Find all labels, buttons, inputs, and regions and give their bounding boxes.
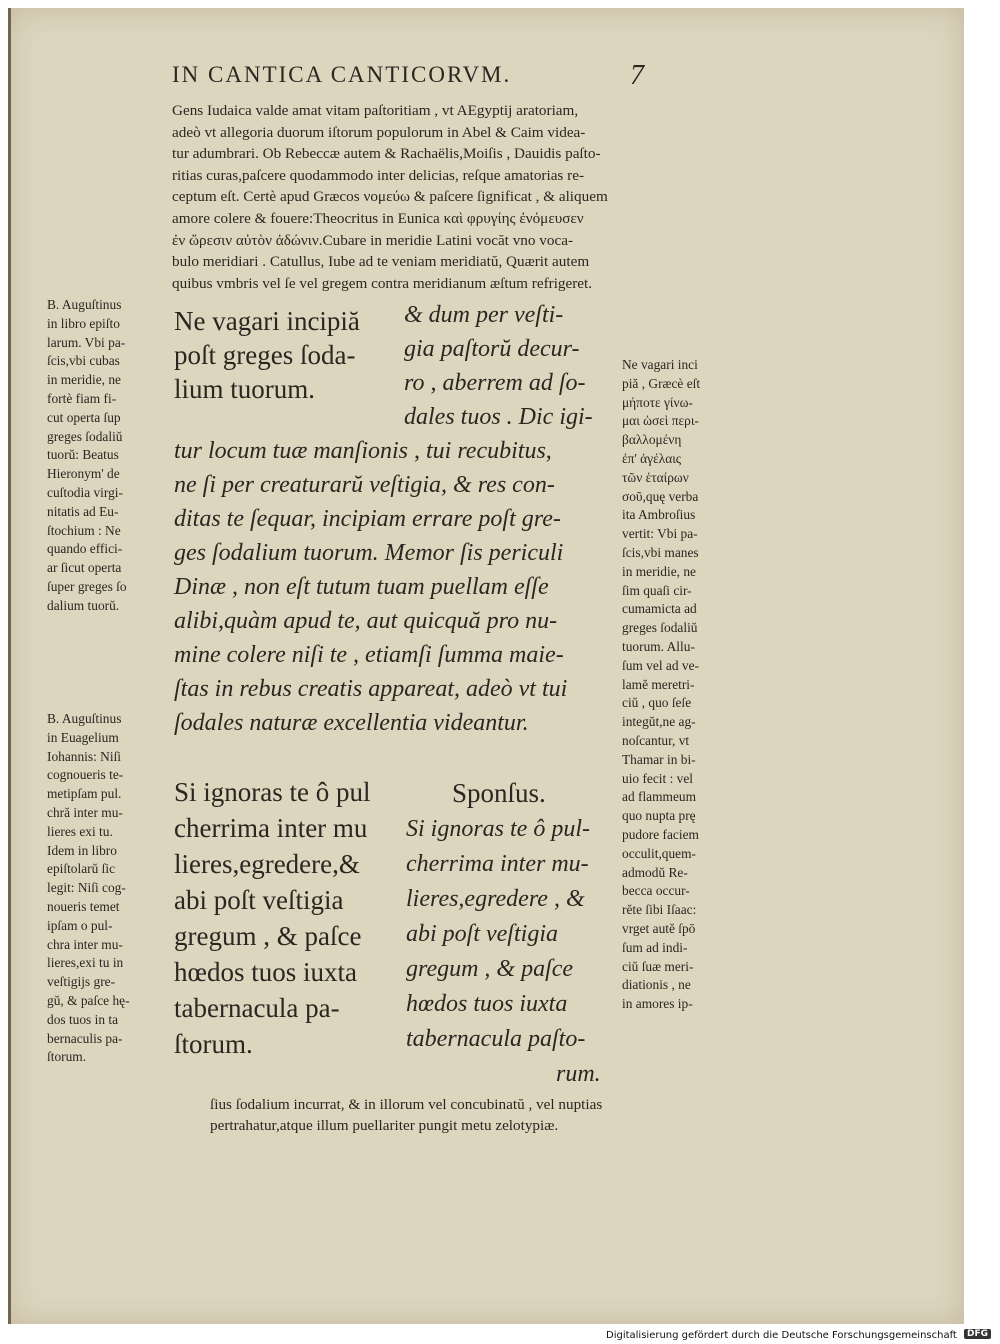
margin-line: fortè fiam fi- (47, 390, 117, 406)
margin-line: ſim quaſi cir- (622, 582, 692, 598)
verse-line: gregum , & paſce (174, 921, 362, 951)
verse-line: ro , aberrem ad ſo- (404, 370, 586, 396)
margin-line: B. Auguſtinus (47, 297, 122, 312)
intro-line: quibus vmbris vel ſe vel gregem contra meridianum æſtum refrigeret. (172, 274, 593, 292)
margin-line: cuſtodia virgi- (47, 484, 123, 500)
margin-line: μήποτε γίνω- (622, 394, 693, 410)
margin-line: gŭ, & paſce hę- (47, 992, 130, 1008)
margin-line: legit: Niſi cog- (47, 880, 126, 896)
margin-line: ciŭ ſuæ meri- (622, 958, 694, 974)
margin-line: ſum vel ad ve- (622, 657, 699, 673)
margin-line: ſuper greges ſo (47, 578, 127, 594)
verse-1-italic-commentary (174, 434, 567, 740)
margin-line: admodŭ Re- (622, 864, 688, 880)
margin-line: uio fecit : vel (622, 770, 694, 786)
speaker-label: Sponſus. (452, 778, 546, 808)
verse-2-italic (406, 812, 601, 1092)
verse-line: & dum per veſti- (404, 302, 564, 328)
verse-line: lieres,egredere , & (406, 886, 585, 912)
right-margin-note (622, 356, 762, 1014)
footer-line: pertrahatur,atque illum puellariter pungit metu zelotypiæ. (210, 1117, 559, 1134)
verse-line: Dinæ , non eſt tutum tuam puellam eſſe (174, 574, 549, 600)
verse-line: tur locum tuæ manſionis , tui recubitus, (174, 438, 552, 464)
verse-line: lieres,egredere,& (174, 849, 360, 879)
intro-line: bulo meridiari . Catullus, Iube ad te veniam meridiatŭ, Quærit autem (172, 253, 590, 271)
verse-line: gia paſtorŭ decur- (404, 336, 580, 362)
margin-line: βαλλομένη (622, 432, 682, 448)
margin-line: quo nupta prę (622, 808, 696, 824)
margin-line: cumamicta ad (622, 601, 697, 617)
margin-line: veſtigijs gre- (47, 974, 116, 990)
margin-line: diationis , ne (622, 977, 691, 993)
verse-line: lium tuorum. (174, 374, 315, 404)
margin-line: ſtorum. (47, 1049, 87, 1065)
verse-line: rum. (556, 1061, 601, 1087)
verse-line: ne ſi per creaturarŭ veſtigia, & res con- (174, 472, 555, 498)
margin-line: ipſam o pul- (47, 917, 113, 933)
intro-line: ceptum eſt. Certè apud Græcos νομεύω & paſcere ſignificat , & aliquem (172, 188, 608, 206)
verse-line: mine colere niſi te , etiamſi ſumma maie- (174, 642, 564, 668)
margin-line: ſum ad indi- (622, 939, 688, 955)
margin-line: greges ſodaliŭ (622, 620, 698, 636)
verse-1-italic-column (404, 298, 593, 434)
margin-line: occulit,quem- (622, 845, 696, 861)
verse-line: tabernacula paſto- (406, 1026, 586, 1052)
verse-line: alibi,quàm apud te, aut quicquă pro nu- (174, 608, 558, 634)
margin-line: lieres exi tu. (47, 823, 113, 839)
margin-line: Idem in libro (47, 842, 117, 858)
margin-line: Ne vagari inci (622, 357, 698, 372)
margin-line: ita Ambroſius (622, 507, 696, 523)
verse-line: dales tuos . Dic igi- (404, 404, 593, 430)
verse-1-roman (174, 304, 360, 406)
margin-line: ar ſicut operta (47, 560, 122, 576)
verse-line: hœdos tuos iuxta (406, 991, 568, 1017)
page-edge (8, 8, 11, 1324)
margin-line: ſcis,vbi manes (622, 544, 699, 560)
verse-line: gregum , & paſce (406, 956, 574, 982)
margin-line: vrget autĕ ſpō (622, 920, 696, 936)
intro-line: ritias curas,paſcere quodammodo inter delicias, reſque amatorias re- (172, 166, 584, 184)
verse-line: Si ignoras te ô pul- (406, 816, 590, 842)
margin-line: Hieronym' de (47, 466, 120, 482)
margin-line: cut operta ſup (47, 409, 121, 425)
footer-line: ſius ſodalium incurrat, & in illorum vel concubinatŭ , vel nuptias (210, 1096, 603, 1113)
digitization-credit: Digitalisierung gefördert durch die Deutsche Forschungsgemeinschaft (606, 1330, 957, 1341)
margin-line: Thamar in bi- (622, 751, 696, 767)
margin-line: chră inter mu- (47, 804, 123, 820)
margin-line: ſcis,vbi cubas (47, 353, 120, 369)
margin-line: epiſtolarŭ ſic (47, 861, 116, 877)
verse-line: ſtas in rebus creatis appareat, adeò vt tui (174, 676, 568, 702)
margin-line: cognoueris te- (47, 767, 124, 783)
verse-line: cherrima inter mu- (406, 851, 589, 877)
margin-line: in amores ip- (622, 996, 693, 1012)
margin-line: μαι ὡσεὶ περι- (622, 413, 699, 429)
margin-line: pudore faciem (622, 826, 699, 842)
margin-line: becca occur- (622, 883, 690, 899)
margin-line: metipſam pul. (47, 786, 122, 802)
page-number: 7 (630, 60, 644, 91)
margin-line: in meridie, ne (47, 372, 121, 388)
verse-line: hœdos tuos iuxta (174, 957, 358, 987)
margin-line: chra inter mu- (47, 936, 123, 952)
intro-line: ἐν ὤρεσιν αὐτὸν ἀδώνιν.Cubare in meridie Latini vocăt vno voca- (172, 231, 574, 249)
margin-line: rĕte ſibi Iſaac: (622, 902, 697, 918)
intro-paragraph (172, 100, 782, 294)
margin-line: larum. Vbi pa- (47, 334, 126, 350)
margin-line: quando effici- (47, 541, 123, 557)
margin-line: vertit: Vbi pa- (622, 526, 698, 542)
margin-line: τῶν ἑταίρων (622, 469, 689, 485)
intro-line: amore colere & fouere:Theocritus in Eunica καὶ φρυγίης ἐνόμευσεν (172, 209, 584, 227)
margin-line: Iohannis: Niſi (47, 748, 122, 764)
margin-line: greges ſodaliŭ (47, 428, 123, 444)
footer-paragraph (210, 1094, 602, 1136)
verse-line: ſodales naturæ excellentia videantur. (174, 710, 529, 736)
margin-line: in libro epiſto (47, 315, 120, 331)
running-title: IN CANTICA CANTICORVM. (172, 62, 512, 87)
dfg-logo: DFG (964, 1329, 991, 1339)
margin-line: lamĕ meretri- (622, 676, 695, 692)
verse-line: Ne vagari incipiă (174, 306, 360, 336)
verse-line: ges ſodalium tuorum. Memor ſis periculi (174, 540, 564, 566)
margin-line: tuorum. Allu- (622, 638, 695, 654)
margin-line: σοῦ,quę verba (622, 488, 699, 504)
verse-line: tabernacula pa- (174, 993, 340, 1023)
margin-line: dalium tuorŭ. (47, 597, 120, 613)
margin-line: in Euagelium (47, 729, 119, 745)
margin-line: ad flammeum (622, 789, 696, 805)
margin-line: dos tuos in ta (47, 1011, 119, 1027)
margin-line: noueris temet (47, 898, 120, 914)
margin-line: in meridie, ne (622, 563, 696, 579)
verse-line: ditas te ſequar, incipiam errare poſt gre- (174, 506, 561, 532)
margin-line: tuorŭ: Beatus (47, 447, 119, 463)
verse-line: Si ignoras te ô pul (174, 777, 371, 807)
intro-line: adeò vt allegoria duorum iſtorum populorum in Abel & Caim videa- (172, 123, 586, 141)
verse-2-roman (174, 774, 371, 1062)
margin-line: ſtochium : Ne (47, 522, 121, 538)
margin-line: nitatis ad Eu- (47, 503, 119, 519)
margin-line: noſcantur, vt (622, 732, 690, 748)
verse-line: poſt greges ſoda- (174, 340, 356, 370)
margin-line: ἐπ' ἀγέλαις (622, 450, 682, 466)
margin-line: integŭt,ne ag- (622, 714, 696, 730)
verse-line: abi poſt veſtigia (174, 885, 344, 915)
left-margin-note-1 (47, 296, 172, 616)
margin-line: bernaculis pa- (47, 1030, 123, 1046)
left-margin-note-2 (47, 710, 172, 1067)
intro-line: tur adumbrari. Ob Rebeccæ autem & Rachaëlis,Moiſis , Dauidis paſto- (172, 145, 601, 163)
verse-line: ſtorum. (174, 1029, 253, 1059)
margin-line: ciŭ , quo ſeſe (622, 695, 692, 711)
margin-line: piă , Græcè eſt (622, 375, 701, 391)
verse-line: abi poſt veſtigia (406, 921, 558, 947)
margin-line: B. Auguſtinus (47, 711, 122, 726)
margin-line: lieres,exi tu in (47, 955, 124, 971)
intro-line: Gens Iudaica valde amat vitam paſtoritiam , vt AEgyptij aratoriam, (172, 102, 579, 119)
verse-line: cherrima inter mu (174, 813, 368, 843)
